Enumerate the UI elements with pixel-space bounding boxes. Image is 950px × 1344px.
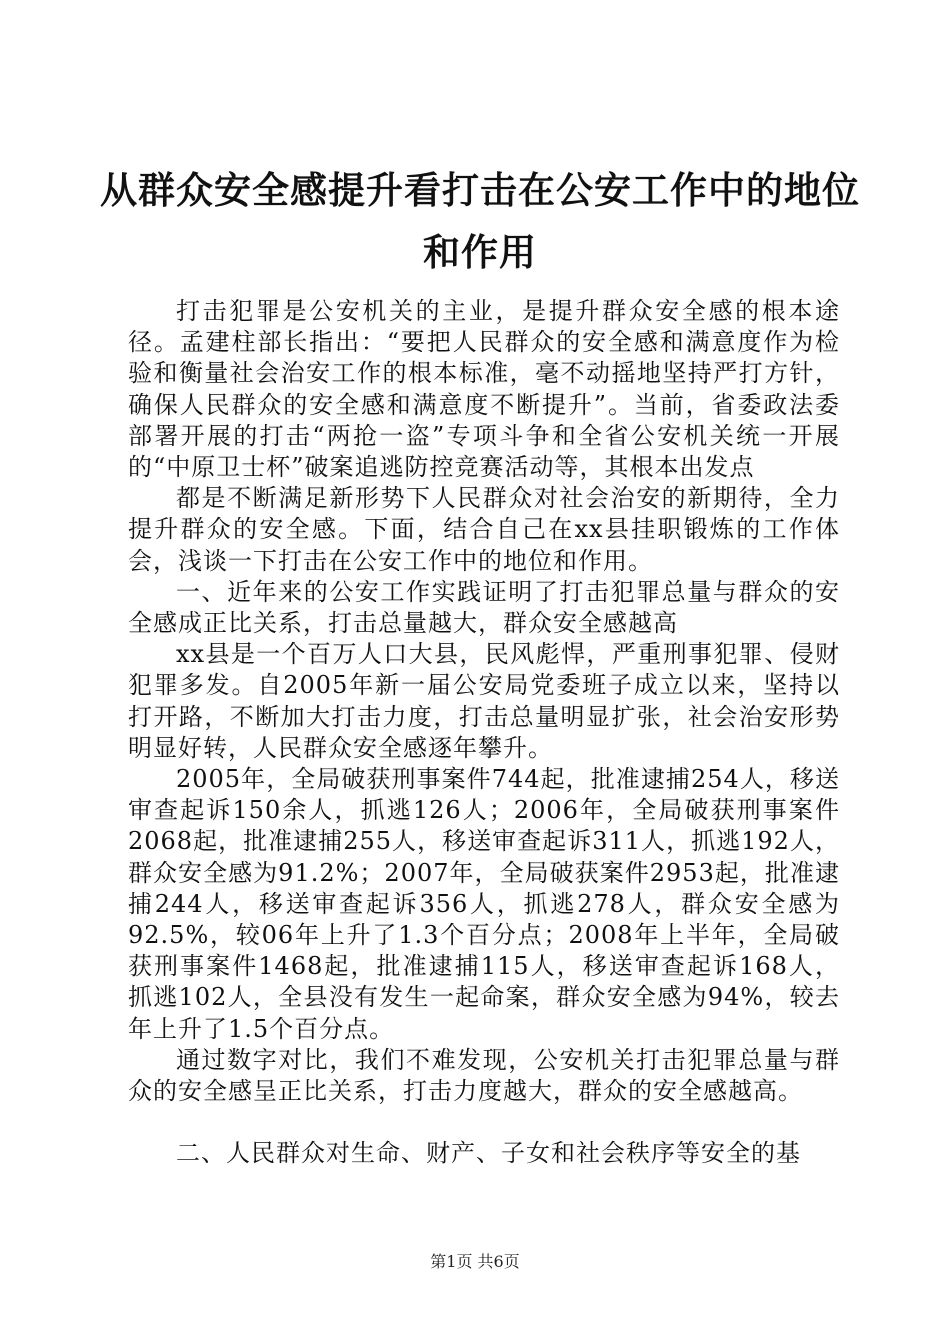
paragraph-3: xx县是一个百万人口大县，民风彪悍，严重刑事犯罪、侵财犯罪多发。自2005年新一届公安局党委班子成立以来，坚持以打开路，不断加大打击力度，打击总量明显扩张，社会治安形势明显好转，人民群众安全感逐年攀升。 (128, 640, 840, 762)
paragraph-5: 通过数字对比，我们不难发现，公安机关打击犯罪总量与群众的安全感呈正比关系，打击力度越大，群众的安全感越高。 (128, 1045, 840, 1106)
document-body (128, 296, 840, 1169)
document-title-line-2: 和作用 (423, 230, 537, 274)
paragraph-2: 都是不断满足新形势下人民群众对社会治安的新期待，全力提升群众的安全感。下面，结合自己在xx县挂职锻炼的工作体会，浅谈一下打击在公安工作中的地位和作用。 (128, 484, 840, 575)
paragraph-4: 2005年，全局破获刑事案件744起，批准逮捕254人，移送审查起诉150余人，抓逃126人；2006年，全局破获刑事案件2068起，批准逮捕255人，移送审查起诉311人，抓逃192人，群众安全感为91.2%；2007年，全局破获案件2953起，批准逮捕244人，移送审查起诉356人，抓逃278人，群众安全感为92.5%，较06年上升了1.3个百分点；2008年上半年，全局破获刑事案件1468起，批准逮捕115人，移送审查起诉168人，抓逃102人，全县没有发生一起命案，群众安全感为94%，较去年上升了1.5个百分点。 (128, 765, 840, 1043)
section-heading-1: 一、近年来的公安工作实践证明了打击犯罪总量与群众的安全感成正比关系，打击总量越大，群众安全感越高 (128, 577, 840, 638)
paragraph-1: 打击犯罪是公安机关的主业，是提升群众安全感的根本途径。孟建柱部长指出：“要把人民群众的安全感和满意度作为检验和衡量社会治安工作的根本标准，毫不动摇地坚持严打方针，确保人民群众的安全感和满意度不断提升”。当前，省委政法委部署开展的打击“两抢一盗”专项斗争和全省公安机关统一开展的“中原卫士杯”破案追逃防控竞赛活动等，其根本出发点 (128, 297, 840, 482)
page-footer: 第1页 共6页 (430, 1252, 520, 1271)
section-heading-2: 二、人民群众对生命、财产、子女和社会秩序等安全的基 (176, 1139, 801, 1168)
document-title-line-1: 从群众安全感提升看打击在公安工作中的地位 (100, 168, 860, 212)
paragraph-spacer (128, 1107, 840, 1138)
